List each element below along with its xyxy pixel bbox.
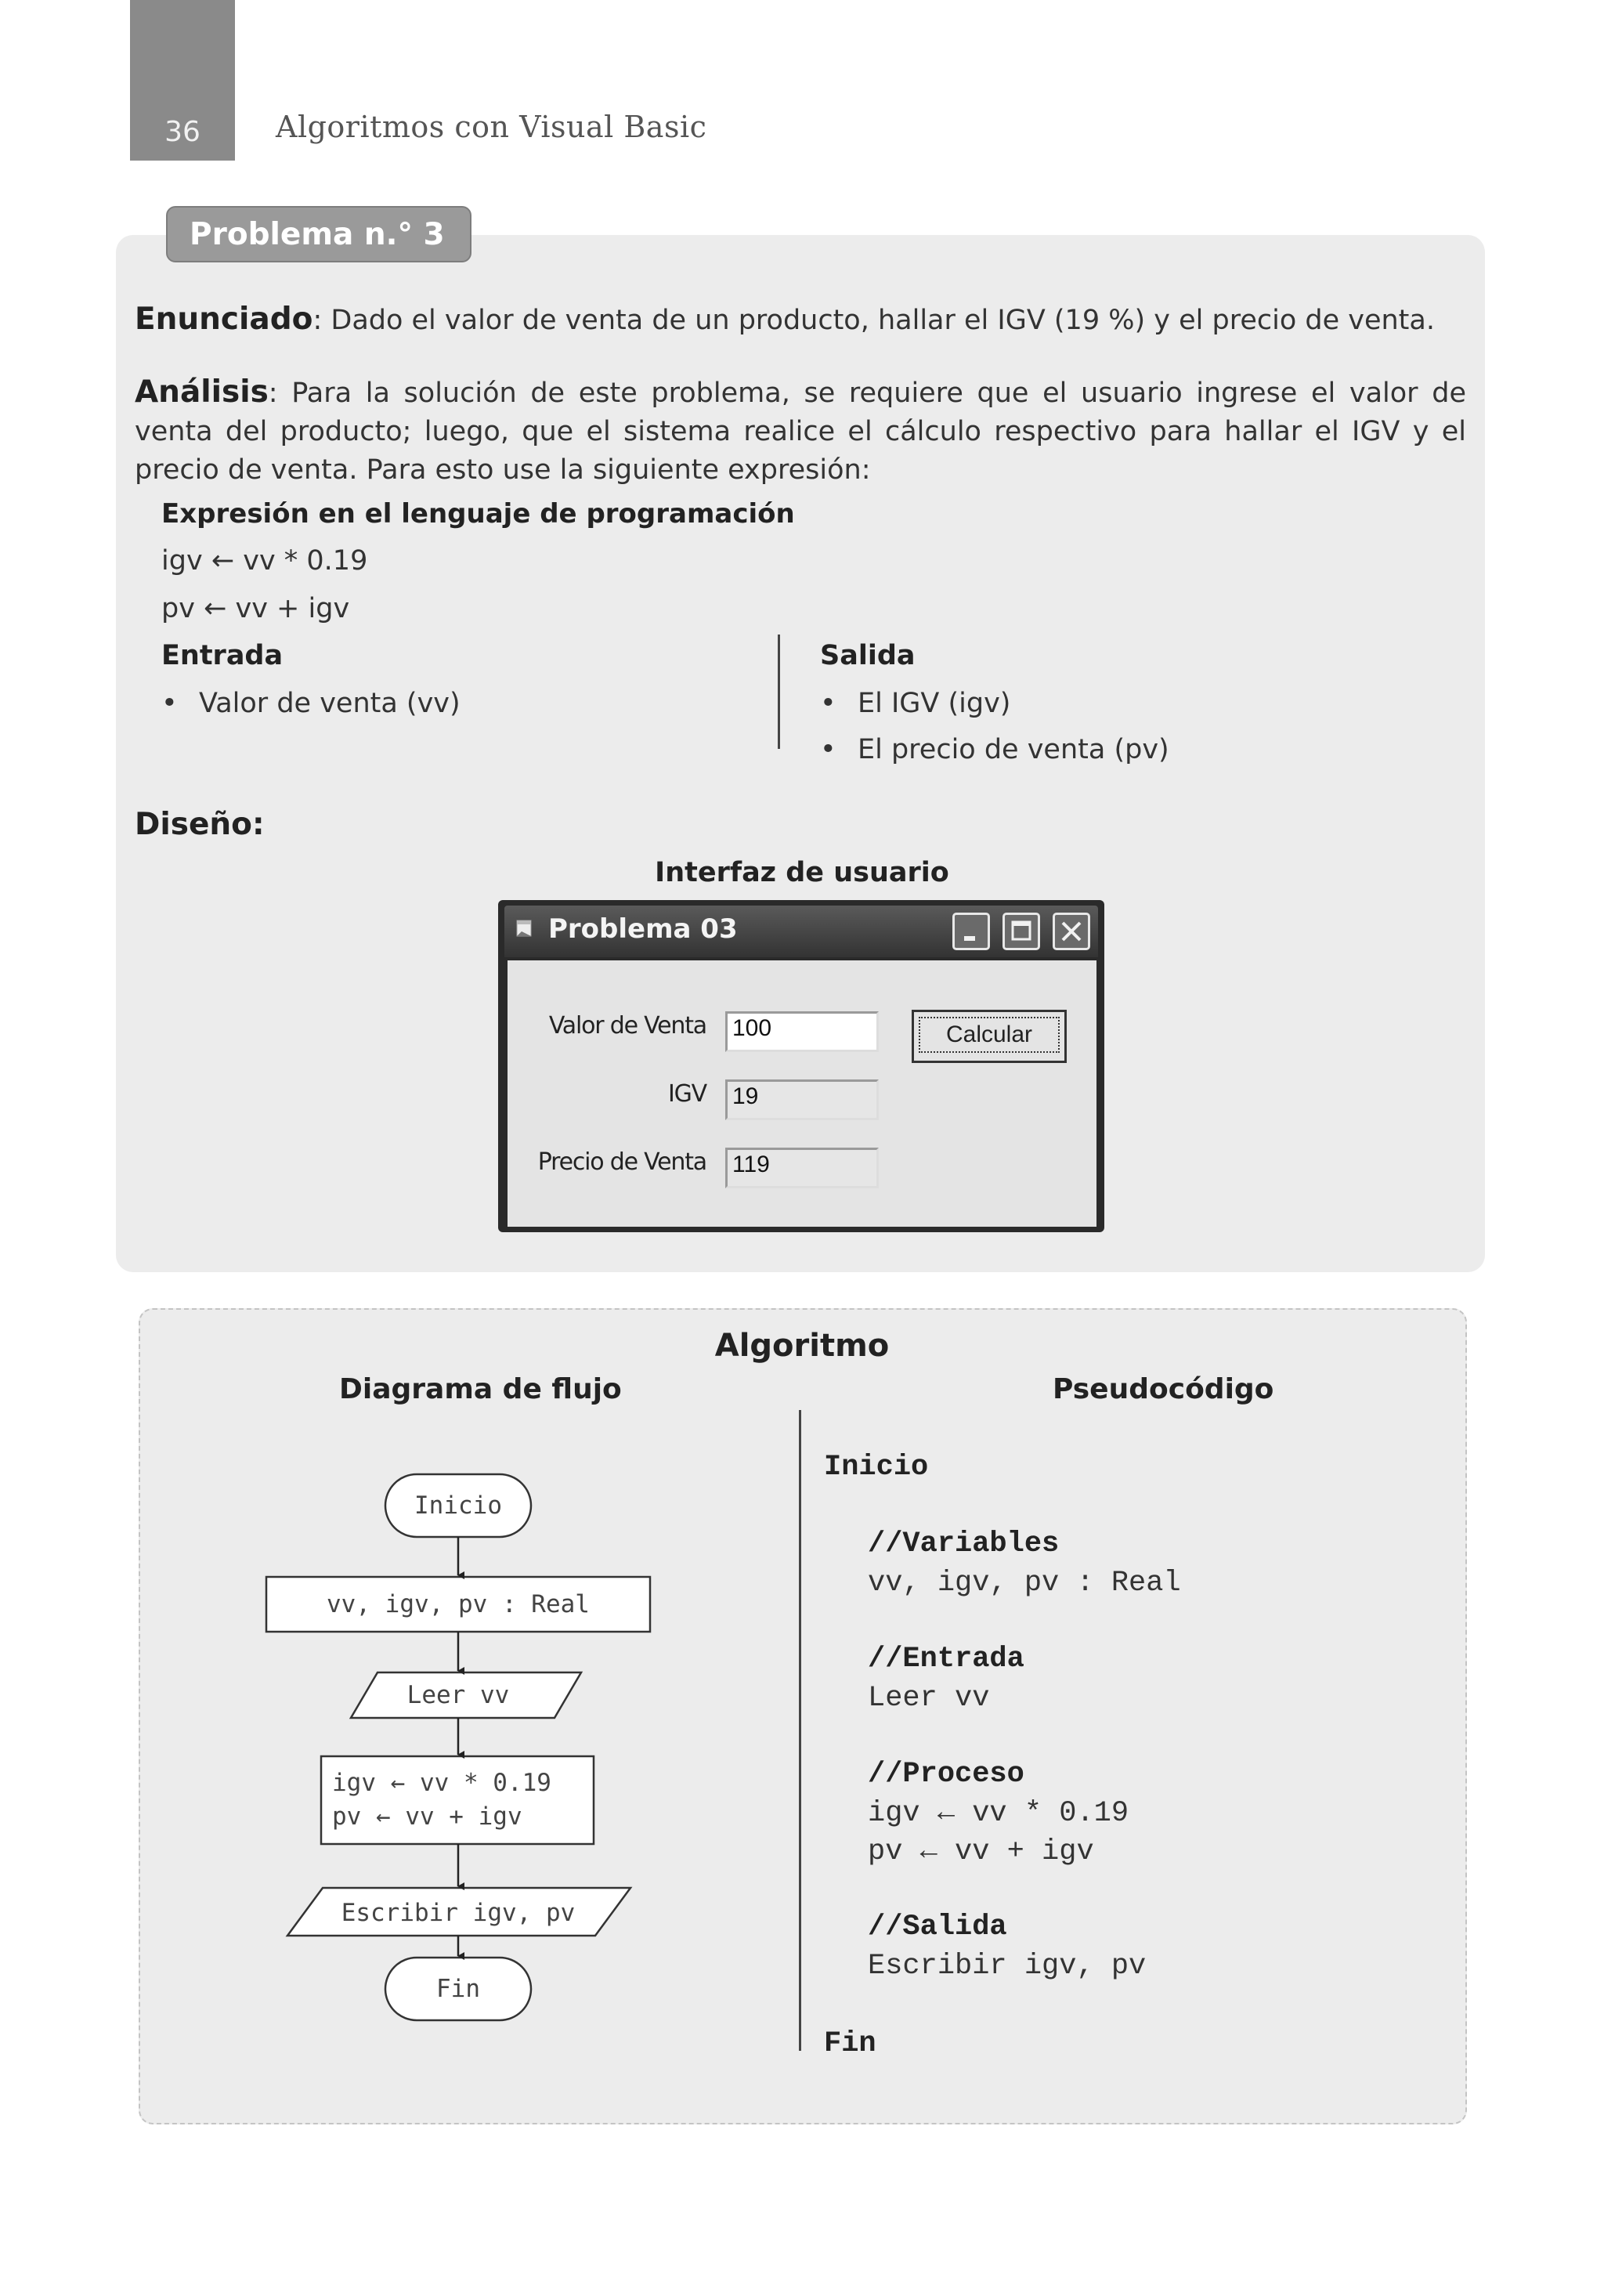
salida-item bbox=[820, 734, 1169, 765]
maximize-button[interactable] bbox=[1002, 913, 1040, 950]
page-number: 36 bbox=[164, 116, 200, 148]
valor-de-venta-input[interactable]: 100 bbox=[725, 1011, 879, 1052]
bullet-icon: • bbox=[161, 688, 178, 719]
flow-read-text: Leer vv bbox=[406, 1681, 510, 1709]
enunciado-paragraph bbox=[135, 300, 1466, 340]
pseudo-proceso-2: pv ← vv + igv bbox=[868, 1835, 1094, 1868]
flow-start-text: Inicio bbox=[414, 1491, 502, 1520]
window-title: Problema 03 bbox=[548, 913, 738, 945]
valor-de-venta-label: Valor de Venta bbox=[548, 1012, 706, 1040]
expression-igv: igv ← vv * 0.19 bbox=[161, 545, 368, 577]
pseudo-comment-entrada: //Entrada bbox=[868, 1643, 1024, 1676]
enunciado-label: Enunciado bbox=[135, 302, 313, 337]
flow-write-text: Escribir igv, pv bbox=[341, 1899, 576, 1927]
analisis-text: : Para la solución de este problema, se requiere que el usuario ingrese el valor de venta del producto; luego, que el sistema realice el cálculo respectivo para hallar el IGV y el precio de venta. Para esto use la siguiente expresión: bbox=[135, 378, 1466, 486]
flow-declare-text: vv, igv, pv : Real bbox=[327, 1590, 590, 1618]
pseudo-fin: Fin bbox=[824, 2027, 876, 2060]
salida-title: Salida bbox=[820, 640, 916, 671]
entrada-item bbox=[161, 688, 461, 719]
pseudocode-title: Pseudocódigo bbox=[1053, 1373, 1274, 1405]
pseudo-inicio: Inicio bbox=[824, 1451, 929, 1484]
flow-process-text-1: igv ← vv * 0.19 bbox=[332, 1769, 551, 1797]
window-app-icon bbox=[515, 918, 534, 938]
pseudo-salida: Escribir igv, pv bbox=[868, 1950, 1147, 1983]
ui-caption: Interfaz de usuario bbox=[655, 857, 949, 888]
flowchart-title: Diagrama de flujo bbox=[339, 1373, 622, 1405]
flowchart bbox=[258, 1469, 666, 2048]
precio-de-venta-label: Precio de Venta bbox=[537, 1148, 706, 1176]
salida-item-text: El precio de venta (pv) bbox=[858, 734, 1169, 765]
precio-de-venta-output[interactable]: 119 bbox=[725, 1148, 879, 1188]
igv-output[interactable]: 19 bbox=[725, 1079, 879, 1120]
diseno-title: Diseño: bbox=[135, 807, 265, 842]
problem-label: Problema n.° 3 bbox=[166, 206, 471, 262]
pseudo-entrada: Leer vv bbox=[868, 1682, 990, 1715]
pseudo-comment-salida: //Salida bbox=[868, 1911, 1007, 1943]
salida-item bbox=[820, 688, 1010, 719]
flow-process-text-2: pv ← vv + igv bbox=[332, 1802, 522, 1831]
close-button[interactable] bbox=[1053, 913, 1090, 950]
calcular-button[interactable] bbox=[912, 1010, 1067, 1063]
expression-pv: pv ← vv + igv bbox=[161, 593, 350, 624]
minimize-icon bbox=[955, 915, 988, 948]
calcular-button-label: Calcular bbox=[919, 1017, 1060, 1053]
enunciado-text: : Dado el valor de venta de un producto, hallar el IGV (19 %) y el precio de venta. bbox=[312, 305, 1435, 336]
expression-title: Expresión en el lenguaje de programación bbox=[161, 498, 795, 530]
minimize-button[interactable] bbox=[952, 913, 990, 950]
algorithm-divider bbox=[799, 1410, 801, 2051]
pseudo-comment-variables: //Variables bbox=[868, 1528, 1060, 1560]
maximize-icon bbox=[1005, 915, 1038, 948]
io-divider bbox=[778, 635, 780, 749]
entrada-title: Entrada bbox=[161, 640, 284, 671]
close-icon bbox=[1055, 915, 1088, 948]
igv-label: IGV bbox=[667, 1080, 706, 1108]
analisis-label: Análisis bbox=[135, 374, 269, 410]
flow-end-text: Fin bbox=[436, 1975, 480, 2003]
running-title: Algoritmos con Visual Basic bbox=[276, 110, 707, 144]
algorithm-title: Algoritmo bbox=[714, 1328, 890, 1364]
pseudo-comment-proceso: //Proceso bbox=[868, 1758, 1024, 1791]
salida-item-text: El IGV (igv) bbox=[858, 688, 1011, 719]
bullet-icon: • bbox=[820, 734, 836, 765]
pseudo-variables: vv, igv, pv : Real bbox=[868, 1567, 1181, 1600]
pseudo-proceso-1: igv ← vv * 0.19 bbox=[868, 1797, 1129, 1830]
analisis-paragraph bbox=[135, 373, 1466, 490]
bullet-icon: • bbox=[820, 688, 836, 719]
entrada-item-text: Valor de venta (vv) bbox=[199, 688, 461, 719]
